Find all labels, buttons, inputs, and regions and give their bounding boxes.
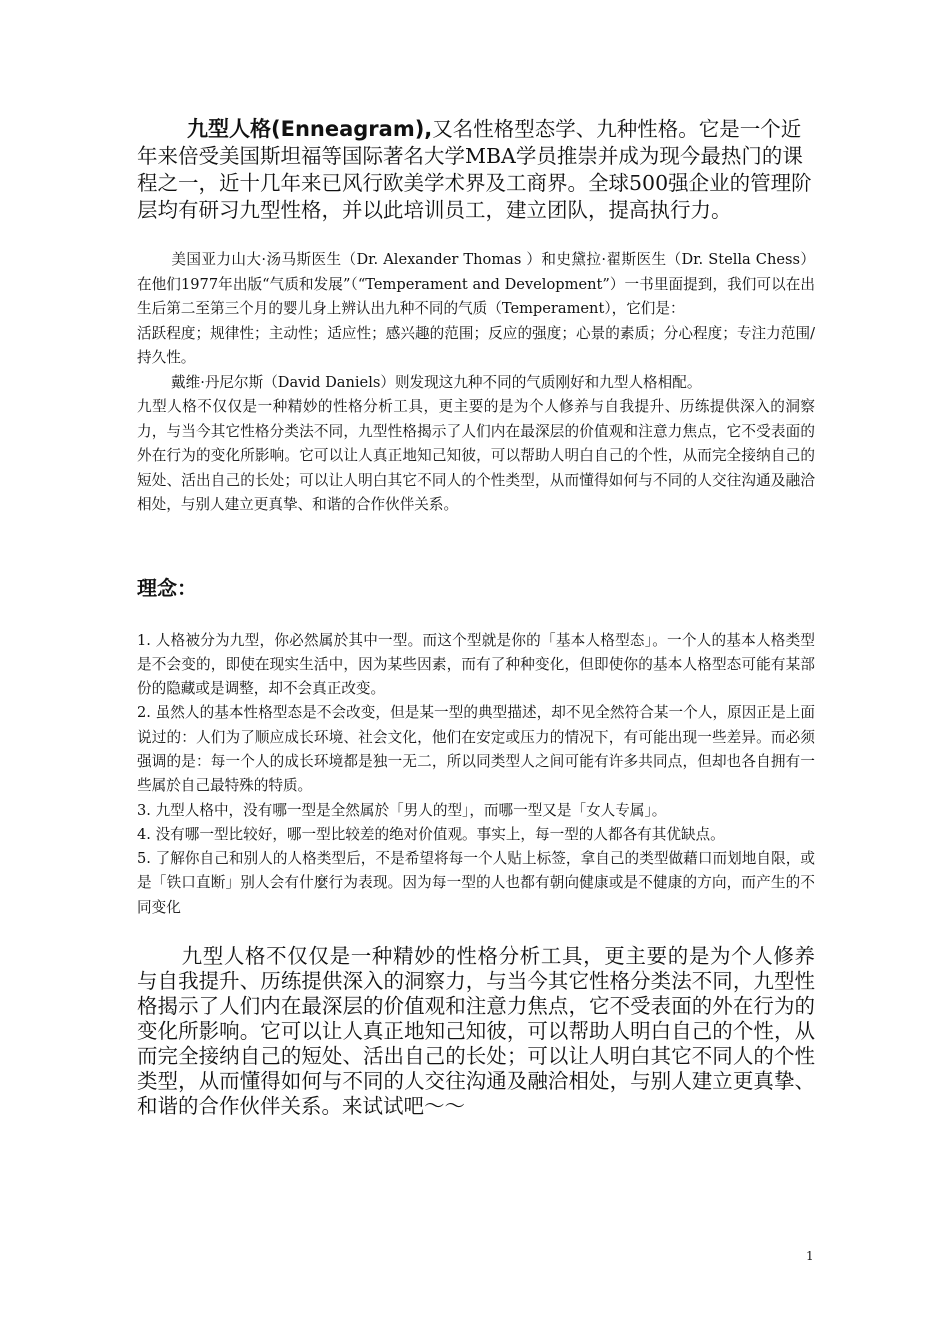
page-number: 1	[806, 1249, 814, 1263]
intro-paragraph	[137, 116, 815, 224]
document-page	[137, 116, 815, 1119]
closing-paragraph	[137, 944, 815, 1119]
research-paragraph	[137, 248, 815, 322]
principle-item: 2. 虽然人的基本性格型态是不会改变，但是某一型的典型描述，却不见全然符合某一个人，原因正是上面说过的：人们为了顺应成长环境、社会文化，他们在安定或压力的情况下，有可能出现一些差异。而必须强调的是：每一个人的成长环境都是独一无二，所以同类型人之间可能有许多共同点，但却也各自拥有一些属於自己最特殊的特质。	[137, 704, 815, 795]
research-text: 美国亚力山大·汤马斯医生（Dr. Alexander Thomas ）和史黛拉·翟斯医生（Dr. Stella Chess）在他们1977年出版“气质和发展”（“Temperament and Development”）一书里面提到，我们可以在出生后第二至第三个月的婴儿身上辨认出九种不同的气质（Temperament），它们是：	[137, 251, 815, 317]
intro-text: 又名性格型态学、九种性格。它是一个近年来倍受美国斯坦福等国际著名大学MBA学员推崇并成为现今最热门的课程之一，近十几年来已风行欧美学术界及工商界。全球500强企业的管理阶层均有研习九型性格，并以此培训员工，建立团队，提高执行力。	[137, 117, 812, 222]
principle-item: 1. 人格被分为九型，你必然属於其中一型。而这个型就是你的「基本人格型态」。一个人的基本人格类型是不会变的，即使在现实生活中，因为某些因素，而有了种种变化，但即使你的基本人格型态可能有某部份的隐藏或是调整，却不会真正改变。	[137, 631, 815, 698]
summary-paragraph: 九型人格不仅仅是一种精妙的性格分析工具，更主要的是为个人修养与自我提升、历练提供深入的洞察力，与当今其它性格分类法不同，九型性格揭示了人们内在最深层的价值观和注意力焦点，它不受表面的外在行为的变化所影响。它可以让人真正地知己知彼，可以帮助人明白自己的个性，从而完全接纳自己的短处、活出自己的长处；可以让人明白其它不同人的个性类型，从而懂得如何与不同的人交往沟通及融洽相处，与别人建立更真挚、和谐的合作伙伴关系。	[137, 398, 815, 513]
principle-item: 3. 九型人格中，没有哪一型是全然属於「男人的型」，而哪一型又是「女人专属」。	[137, 801, 667, 819]
principles-heading: 理念：	[137, 575, 197, 600]
temperament-traits: 活跃程度；规律性；主动性；适应性；感兴趣的范围；反应的强度；心景的素质；分心程度；专注力范围/持久性。	[137, 324, 815, 366]
principle-item: 4. 没有哪一型比较好，哪一型比较差的绝对价值观。事实上，每一型的人都各有其优缺点。	[137, 825, 725, 843]
daniels-paragraph	[137, 371, 815, 396]
closing-text: 九型人格不仅仅是一种精妙的性格分析工具，更主要的是为个人修养与自我提升、历练提供深入的洞察力，与当今其它性格分类法不同，九型性格揭示了人们内在最深层的价值观和注意力焦点，它不受表面的外在行为的变化所影响。它可以让人真正地知己知彼，可以帮助人明白自己的个性，从而完全接纳自己的短处、活出自己的长处；可以让人明白其它不同人的个性类型，从而懂得如何与不同的人交往沟通及融洽相处，与别人建立更真挚、和谐的合作伙伴关系。来试试吧～～	[137, 944, 815, 1119]
principle-item: 5. 了解你自己和别人的人格类型后，不是希望将每一个人贴上标签，拿自己的类型做藉口而划地自限，或是「铁口直断」别人会有什麼行为表现。因为每一型的人也都有朝向健康或是不健康的方向，而产生的不同变化	[137, 850, 815, 916]
daniels-text: 戴维·丹尼尔斯（David Daniels）则发现这九种不同的气质刚好和九型人格相配。	[171, 373, 702, 391]
principles-list	[137, 629, 815, 921]
research-section	[137, 248, 815, 518]
intro-term: 九型人格(Enneagram),	[187, 117, 433, 141]
